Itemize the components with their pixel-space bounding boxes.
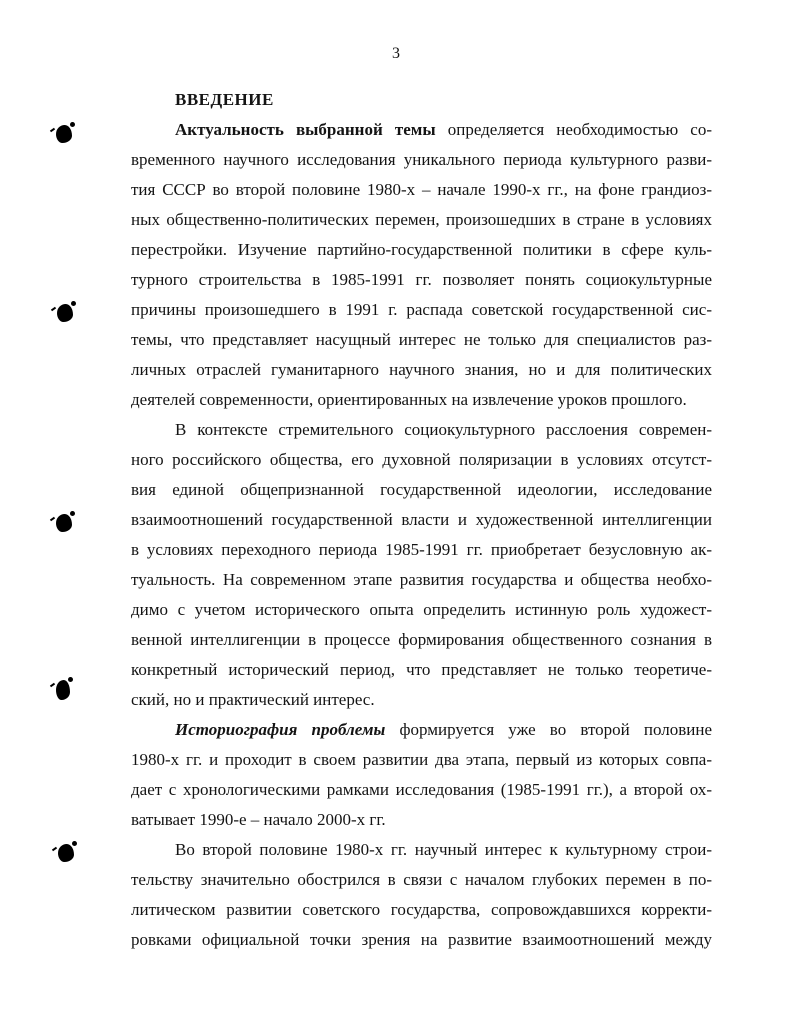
- text-line: ного российского общества, его духовной поляризации в условиях отсутст-: [131, 450, 712, 469]
- text-line: деятелей современности, ориентированных на извлечение уроков прошлого.: [131, 390, 687, 409]
- lead-phrase: Актуальность выбранной темы: [175, 120, 436, 139]
- text-line: конкретный исторический период, что представляет не только теоретиче-: [131, 660, 712, 679]
- text-line: венной интеллигенции в процессе формирования общественного сознания в: [131, 630, 712, 649]
- binding-hole-mark: [56, 125, 72, 143]
- text-line: временного научного исследования уникального периода культурного разви-: [131, 150, 712, 169]
- text-line: димо с учетом исторического опыта определить истинную роль художест-: [131, 600, 712, 619]
- text-line: ровками официальной точки зрения на развитие взаимоотношений между: [131, 930, 712, 949]
- text-line: литическом развитии советского государства, сопровождавшихся корректи-: [131, 900, 712, 919]
- page-number: 3: [392, 45, 400, 62]
- section-heading: ВВЕДЕНИЕ: [175, 90, 274, 109]
- text-line: Актуальность выбранной темы определяется необходимостью со-: [175, 120, 712, 139]
- text-line: в условиях переходного периода 1985-1991 гг. приобретает безусловную ак-: [131, 540, 712, 559]
- lead-phrase: Историография проблемы: [175, 720, 386, 739]
- binding-hole-mark: [58, 844, 74, 862]
- text-line: перестройки. Изучение партийно-государственной политики в сфере куль-: [131, 240, 712, 259]
- text-line: дает с хронологическими рамками исследования (1985-1991 гг.), а второй ох-: [131, 780, 712, 799]
- text-line: туальность. На современном этапе развития государства и общества необхо-: [131, 570, 712, 589]
- text-line: ватывает 1990-е – начало 2000-х гг.: [131, 810, 386, 829]
- text-line: личных отраслей гуманитарного научного знания, но и для политических: [131, 360, 712, 379]
- text-line: тия СССР во второй половине 1980-х – начале 1990-х гг., на фоне грандиоз-: [131, 180, 712, 199]
- binding-hole-mark: [56, 514, 72, 532]
- text-line: Историография проблемы формируется уже во второй половине: [175, 720, 713, 739]
- text-line: ных общественно-политических перемен, произошедших в стране в условиях: [131, 210, 712, 229]
- text-line: взаимоотношений государственной власти и художественной интеллигенции: [131, 510, 712, 529]
- text-line: Во второй половине 1980-х гг. научный интерес к культурному строи-: [175, 840, 712, 859]
- binding-hole-mark: [56, 680, 70, 700]
- text-line: темы, что представляет насущный интерес не только для специалистов раз-: [131, 330, 712, 349]
- text-line: вия единой общепризнанной государственной идеологии, исследование: [131, 480, 712, 499]
- binding-hole-mark: [57, 304, 73, 322]
- text-line: причины произошедшего в 1991 г. распада советской государственной сис-: [131, 300, 712, 319]
- text-line: В контексте стремительного социокультурного расслоения современ-: [175, 420, 712, 439]
- text-line: турного строительства в 1985-1991 гг. позволяет понять социокультурные: [131, 270, 712, 289]
- text-line: ский, но и практический интерес.: [131, 690, 375, 709]
- text-line: тельству значительно обострился в связи с началом глубоких перемен в по-: [131, 870, 712, 889]
- text-line: 1980-х гг. и проходит в своем развитии два этапа, первый из которых совпа-: [131, 750, 712, 769]
